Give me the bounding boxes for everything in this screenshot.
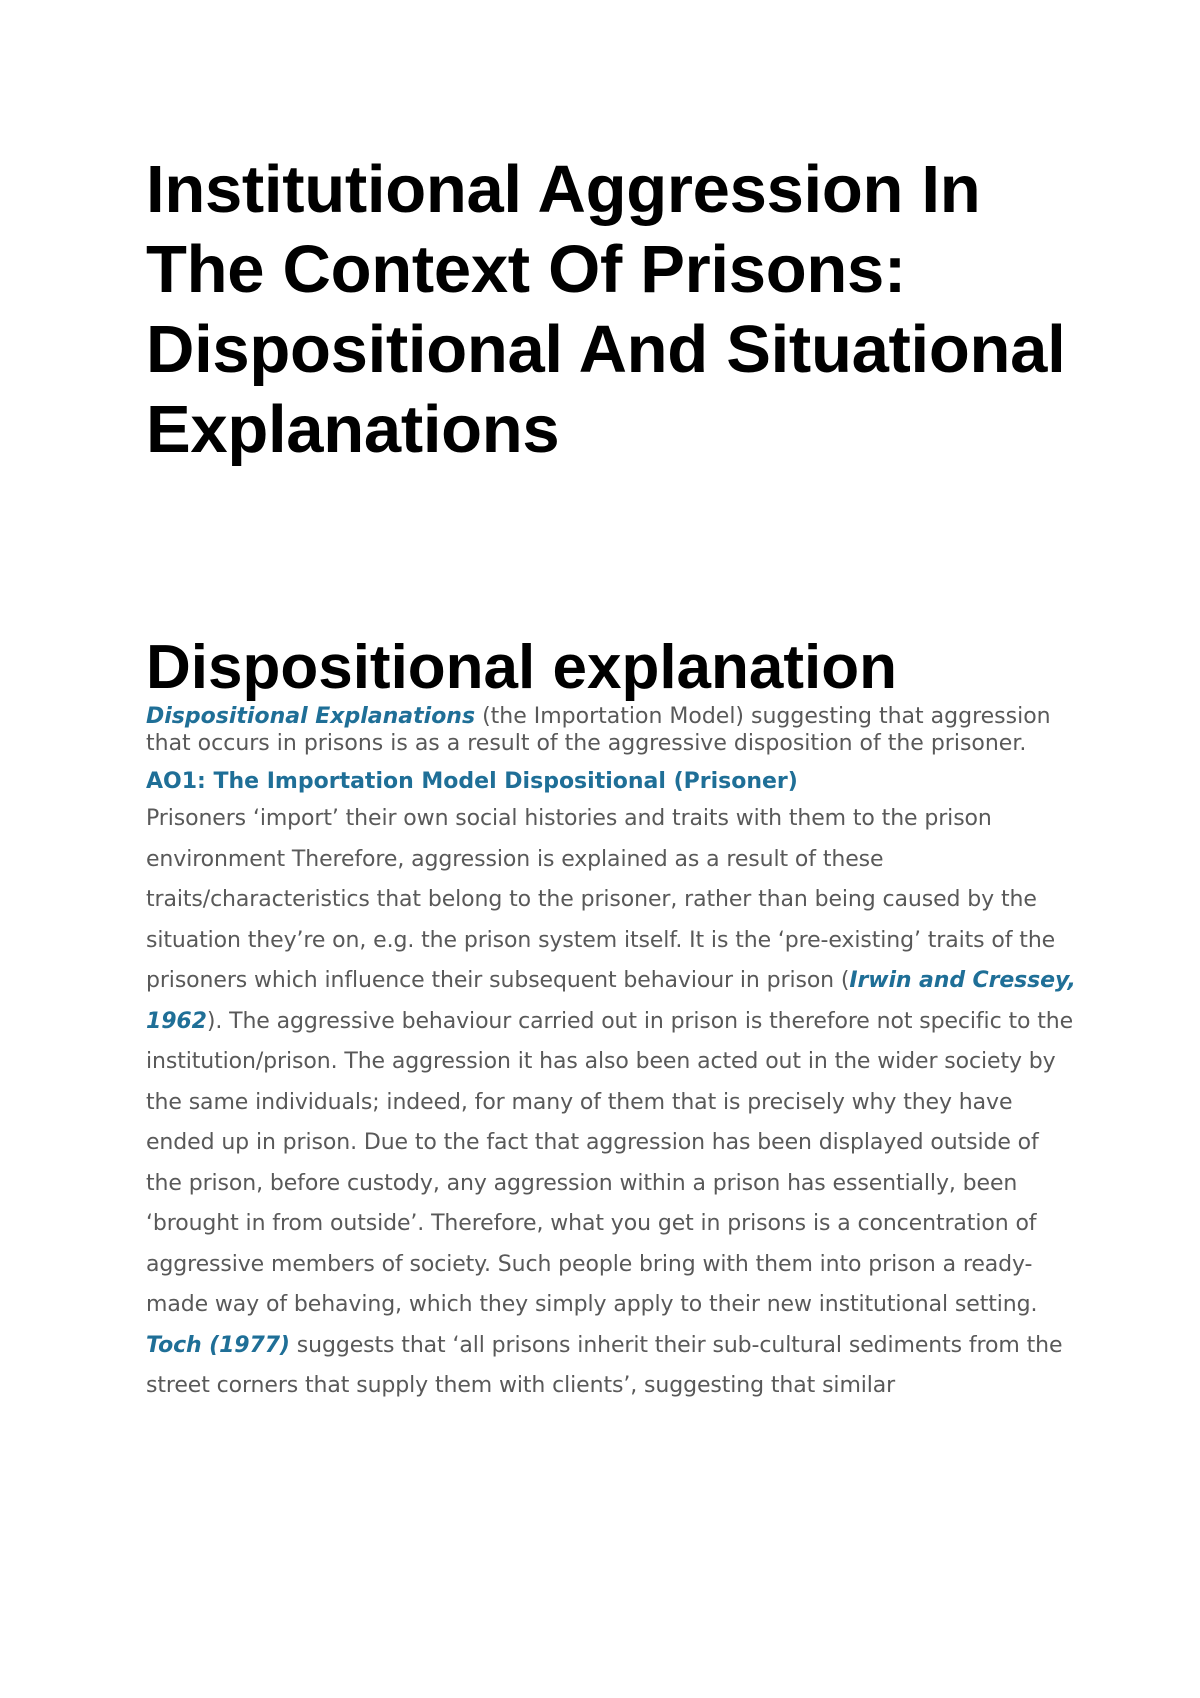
document-page — [146, 150, 1076, 1407]
section-heading: Dispositional explanation — [146, 633, 897, 702]
body-text-part: ). The aggressive behaviour carried out in prison is therefore not specific to the institution/prison. The aggression it has also been acted out in the wider society by the same individuals; indeed, for many of them that is precisely why they have ended up in prison. Due to the fact that aggression has been displayed outside of the prison, before custody, any aggression within a prison has essentially, been ‘brought in from outside’. Therefore, what you get in prisons is a concentration of aggressive members of society. Such people bring with them into prison a ready-made way of behaving, which they simply apply to their new institutional setting. — [146, 1008, 1074, 1317]
intro-text: (the Importation Model) suggesting that aggression that occurs in prisons is as a result of the aggressive disposition of the prisoner. — [146, 704, 1051, 756]
document-title: Institutional Aggression In The Context Of Prisons: Dispositional And Situational Explanations — [146, 152, 1066, 467]
citation-irwin-cressey: Irwin and Cressey, 1962 — [146, 968, 1076, 1034]
citation-toch: Toch (1977) — [146, 1332, 290, 1358]
body-text-part: suggests that ‘all prisons inherit their sub-cultural sediments from the street corners that supply them with clients’, suggesting that similar — [146, 1332, 1063, 1398]
body-text-part: Prisoners ‘import’ their own social histories and traits with them to the prison environment Therefore, aggression is explained as a result of these traits/characteristics that belong to the prisoner, rather than being caused by the situation they’re on, e.g. the prison system itself. It is the ‘pre-existing’ traits of the prisoners which influence their subsequent behaviour in prison ( — [146, 806, 1056, 993]
subsection-heading: AO1: The Importation Model Dispositional (Prisoner) — [146, 769, 798, 794]
intro-paragraph — [146, 703, 1076, 757]
intro-term: Dispositional Explanations — [146, 704, 476, 729]
body-paragraph — [146, 799, 1076, 1407]
